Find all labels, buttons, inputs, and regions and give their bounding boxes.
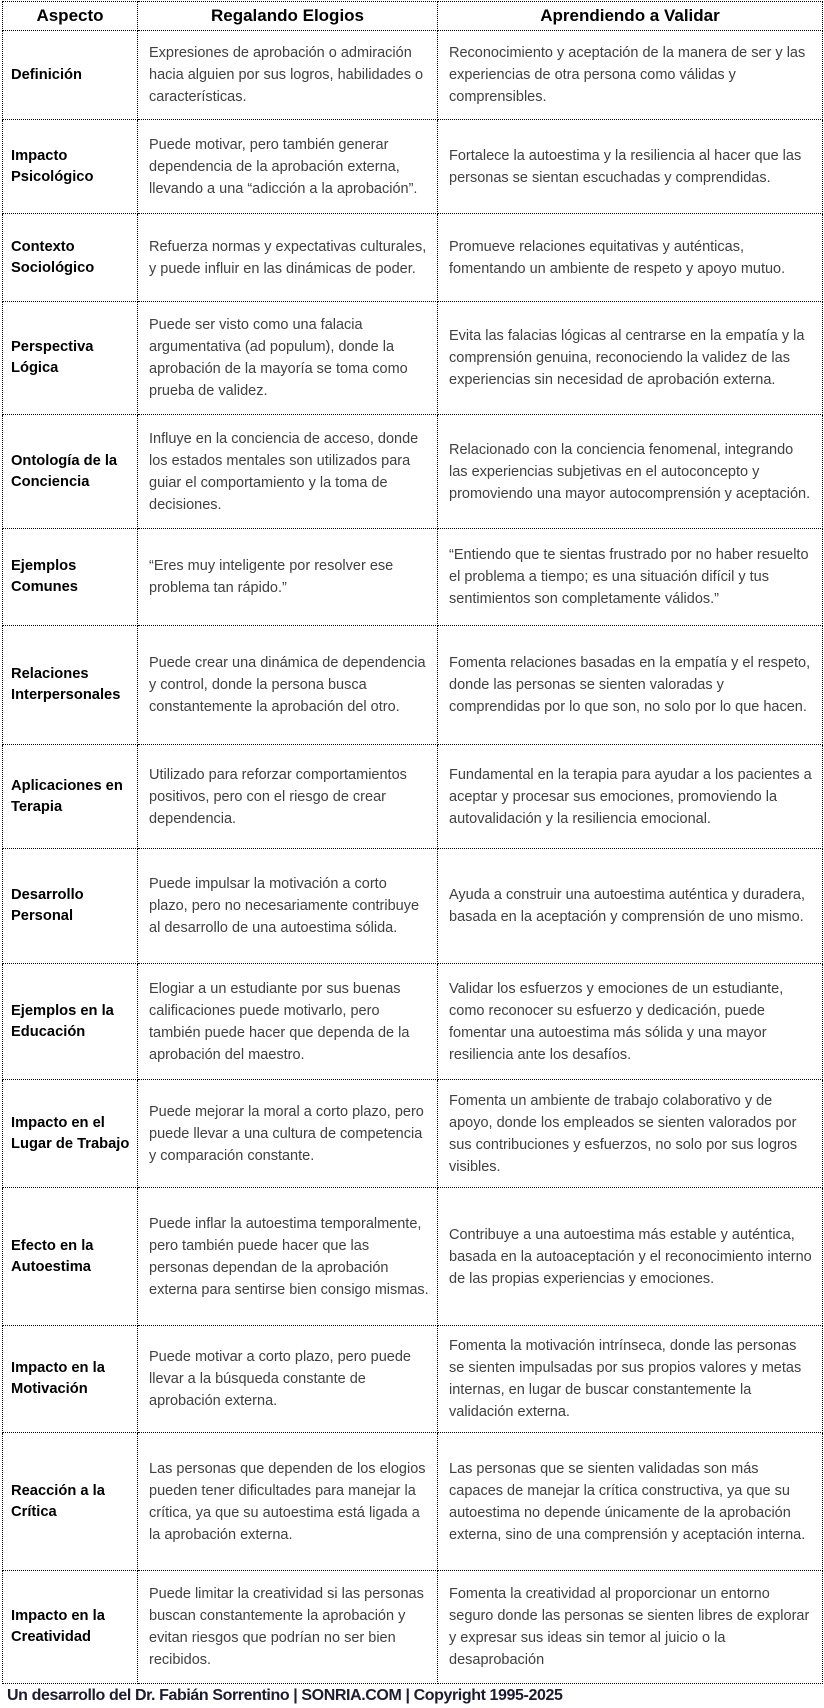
validar-cell: Fomenta la creatividad al proporcionar un entorno seguro donde las personas se sienten libres de explorar y expresar sus ideas sin temor al juicio o la desaprobación: [438, 1571, 823, 1684]
elogios-cell: Puede inflar la autoestima temporalmente, pero también puede hacer que las personas dependan de la aprobación externa para sentirse bien consigo mismas.: [138, 1188, 438, 1326]
validar-cell: Promueve relaciones equitativas y auténticas, fomentando un ambiente de respeto y apoyo mutuo.: [438, 214, 823, 302]
elogios-cell: Influye en la conciencia de acceso, donde los estados mentales son utilizados para guiar el comportamiento y la toma de decisiones.: [138, 415, 438, 529]
validar-cell: Contribuye a una autoestima más estable y auténtica, basada en la autoaceptación y el reconocimiento interno de las propias experiencias y emociones.: [438, 1188, 823, 1326]
table-row: [3, 120, 823, 214]
table-row: [3, 964, 823, 1080]
validar-cell: Las personas que se sienten validadas son más capaces de manejar la crítica constructiva, ya que su autoestima no depende únicamente de la aprobación externa, sino de una comprensión y aceptación interna.: [438, 1433, 823, 1571]
aspect-cell: Ejemplos Comunes: [3, 529, 138, 626]
column-header-aprendiendo-a-validar: Aprendiendo a Validar: [438, 2, 823, 31]
column-header-aspecto: Aspecto: [3, 2, 138, 31]
elogios-cell: Puede ser visto como una falacia argumentativa (ad populum), donde la aprobación de la mayoría se toma como prueba de validez.: [138, 302, 438, 415]
aspect-cell: Contexto Sociológico: [3, 214, 138, 302]
table-row: [3, 1188, 823, 1326]
column-header-regalando-elogios: Regalando Elogios: [138, 2, 438, 31]
aspect-cell: Definición: [3, 31, 138, 120]
header-row: [3, 2, 823, 31]
validar-cell: Fomenta la motivación intrínseca, donde las personas se sienten impulsadas por sus propios valores y metas internas, en lugar de buscar constantemente la validación externa.: [438, 1326, 823, 1433]
table-row: [3, 302, 823, 415]
aspect-cell: Perspectiva Lógica: [3, 302, 138, 415]
elogios-cell: Expresiones de aprobación o admiración hacia alguien por sus logros, habilidades o características.: [138, 31, 438, 120]
table-row: [3, 849, 823, 964]
elogios-cell: Puede impulsar la motivación a corto plazo, pero no necesariamente contribuye al desarrollo de una autoestima sólida.: [138, 849, 438, 964]
elogios-cell: Puede crear una dinámica de dependencia y control, donde la persona busca constantemente la aprobación del otro.: [138, 626, 438, 745]
validar-cell: Fomenta un ambiente de trabajo colaborativo y de apoyo, donde los empleados se sienten valorados por sus contribuciones y esfuerzos, no solo por sus logros visibles.: [438, 1080, 823, 1188]
validar-cell: Ayuda a construir una autoestima auténtica y duradera, basada en la aceptación y comprensión de uno mismo.: [438, 849, 823, 964]
table-row: [3, 1571, 823, 1684]
table-row: [3, 1433, 823, 1571]
validar-cell: Fortalece la autoestima y la resiliencia al hacer que las personas se sientan escuchadas y comprendidas.: [438, 120, 823, 214]
aspect-cell: Efecto en la Autoestima: [3, 1188, 138, 1326]
validar-cell: Relacionado con la conciencia fenomenal, integrando las experiencias subjetivas en el autoconcepto y promoviendo una mayor autocomprensión y aceptación.: [438, 415, 823, 529]
footer-credit: Un desarrollo del Dr. Fabián Sorrentino | SONRIA.COM | Copyright 1995-2025: [7, 1687, 563, 1704]
table-row: [3, 626, 823, 745]
aspect-cell: Ontología de la Conciencia: [3, 415, 138, 529]
table-row: [3, 1080, 823, 1188]
aspect-cell: Reacción a la Crítica: [3, 1433, 138, 1571]
validar-cell: Fomenta relaciones basadas en la empatía y el respeto, donde las personas se sienten valoradas y comprendidas por lo que son, no solo por lo que hacen.: [438, 626, 823, 745]
table-row: [3, 31, 823, 120]
aspect-cell: Ejemplos en la Educación: [3, 964, 138, 1080]
validar-cell: Evita las falacias lógicas al centrarse en la empatía y la comprensión genuina, reconociendo la validez de las experiencias sin necesidad de aprobación externa.: [438, 302, 823, 415]
table-row: [3, 529, 823, 626]
elogios-cell: “Eres muy inteligente por resolver ese problema tan rápido.”: [138, 529, 438, 626]
elogios-cell: Elogiar a un estudiante por sus buenas calificaciones puede motivarlo, pero también puede hacer que dependa de la aprobación del maestro.: [138, 964, 438, 1080]
table-row: [3, 415, 823, 529]
aspect-cell: Impacto en la Motivación: [3, 1326, 138, 1433]
elogios-cell: Puede motivar a corto plazo, pero puede llevar a la búsqueda constante de aprobación externa.: [138, 1326, 438, 1433]
elogios-cell: Puede mejorar la moral a corto plazo, pero puede llevar a una cultura de competencia y comparación constante.: [138, 1080, 438, 1188]
aspect-cell: Relaciones Interpersonales: [3, 626, 138, 745]
elogios-cell: Las personas que dependen de los elogios pueden tener dificultades para manejar la crítica, ya que su autoestima está ligada a la aprobación externa.: [138, 1433, 438, 1571]
validar-cell: “Entiendo que te sientas frustrado por no haber resuelto el problema a tiempo; es una situación difícil y tus sentimientos son completamente válidos.”: [438, 529, 823, 626]
elogios-cell: Refuerza normas y expectativas culturales, y puede influir en las dinámicas de poder.: [138, 214, 438, 302]
elogios-cell: Utilizado para reforzar comportamientos positivos, pero con el riesgo de crear dependencia.: [138, 745, 438, 849]
aspect-cell: Desarrollo Personal: [3, 849, 138, 964]
validar-cell: Validar los esfuerzos y emociones de un estudiante, como reconocer su esfuerzo y dedicación, puede fomentar una autoestima más sólida y una mayor resiliencia ante los desafíos.: [438, 964, 823, 1080]
comparison-table-body: [3, 31, 823, 1684]
table-row: [3, 214, 823, 302]
elogios-cell: Puede limitar la creatividad si las personas buscan constantemente la aprobación y evitan riesgos que podrían no ser bien recibidos.: [138, 1571, 438, 1684]
validar-cell: Reconocimiento y aceptación de la manera de ser y las experiencias de otra persona como válidas y comprensibles.: [438, 31, 823, 120]
table-row: [3, 1326, 823, 1433]
aspect-cell: Impacto en la Creatividad: [3, 1571, 138, 1684]
aspect-cell: Impacto Psicológico: [3, 120, 138, 214]
validar-cell: Fundamental en la terapia para ayudar a los pacientes a aceptar y procesar sus emociones, promoviendo la autovalidación y la resiliencia emocional.: [438, 745, 823, 849]
table-row: [3, 745, 823, 849]
comparison-table: [2, 1, 823, 1684]
elogios-cell: Puede motivar, pero también generar dependencia de la aprobación externa, llevando a una “adicción a la aprobación”.: [138, 120, 438, 214]
aspect-cell: Impacto en el Lugar de Trabajo: [3, 1080, 138, 1188]
aspect-cell: Aplicaciones en Terapia: [3, 745, 138, 849]
